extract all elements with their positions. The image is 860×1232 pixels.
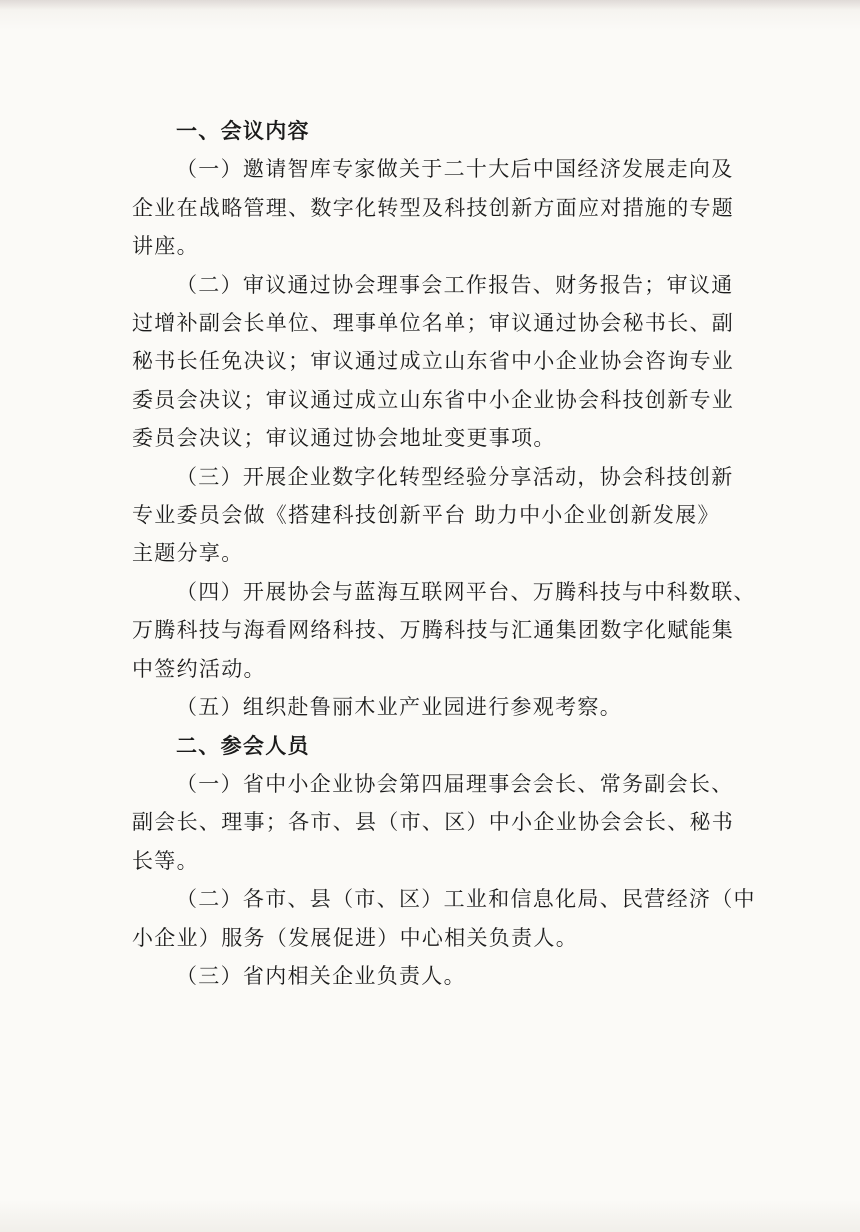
text-line: （三）开展企业数字化转型经验分享活动，协会科技创新 <box>176 464 734 489</box>
text-line: 企业在战略管理、数字化转型及科技创新方面应对措施的专题 <box>132 195 735 220</box>
section-heading-meeting-content: 一、会议内容 <box>176 119 310 143</box>
text-line: （一）邀请智库专家做关于二十大后中国经济发展走向及 <box>176 157 734 182</box>
text-line: （五）组织赴鲁丽木业产业园进行参观考察。 <box>176 695 622 720</box>
text-line: 专业委员会做《搭建科技创新平台 助力中小企业创新发展》 <box>132 503 720 528</box>
text-line: 秘书长任免决议；审议通过成立山东省中小企业协会咨询专业 <box>132 349 735 374</box>
text-line: 长等。 <box>132 848 199 873</box>
paragraph-item-1-3 <box>132 458 738 573</box>
text-line: 小企业）服务（发展促进）中心相关负责人。 <box>132 925 578 950</box>
text-line: 过增补副会长单位、理事单位名单；审议通过协会秘书长、副 <box>132 311 735 336</box>
text-line: 中签约活动。 <box>132 656 266 681</box>
text-line: （四）开展协会与蓝海互联网平台、万腾科技与中科数联、 <box>176 579 756 604</box>
paragraph-item-1-2 <box>132 266 738 458</box>
scan-top-edge <box>0 0 860 10</box>
text-line: 委员会决议；审议通过协会地址变更事项。 <box>132 426 556 451</box>
paragraph-item-2-2 <box>132 880 756 957</box>
text-line: 委员会决议；审议通过成立山东省中小企业协会科技创新专业 <box>132 387 735 412</box>
paragraph-item-1-5 <box>132 688 738 726</box>
paragraph-item-1-1 <box>132 150 738 265</box>
document-body <box>132 112 756 995</box>
text-line: （三）省内相关企业负责人。 <box>176 963 466 988</box>
paragraph-item-2-1 <box>132 765 738 880</box>
text-line: 万腾科技与海看网络科技、万腾科技与汇通集团数字化赋能集 <box>132 618 735 643</box>
paragraph-item-1-4 <box>132 573 756 688</box>
text-line: （一）省中小企业协会第四届理事会会长、常务副会长、 <box>176 771 734 796</box>
section-heading-attendees: 二、参会人员 <box>176 733 310 758</box>
paragraph-item-2-3 <box>132 957 738 995</box>
text-line: 讲座。 <box>132 234 199 259</box>
text-line: 副会长、理事；各市、县（市、区）中小企业协会会长、秘书 <box>132 810 735 835</box>
text-line: 主题分享。 <box>132 541 244 566</box>
text-line: （二）各市、县（市、区）工业和信息化局、民营经济（中 <box>176 887 756 912</box>
text-line: （二）审议通过协会理事会工作报告、财务报告；审议通 <box>176 272 734 297</box>
